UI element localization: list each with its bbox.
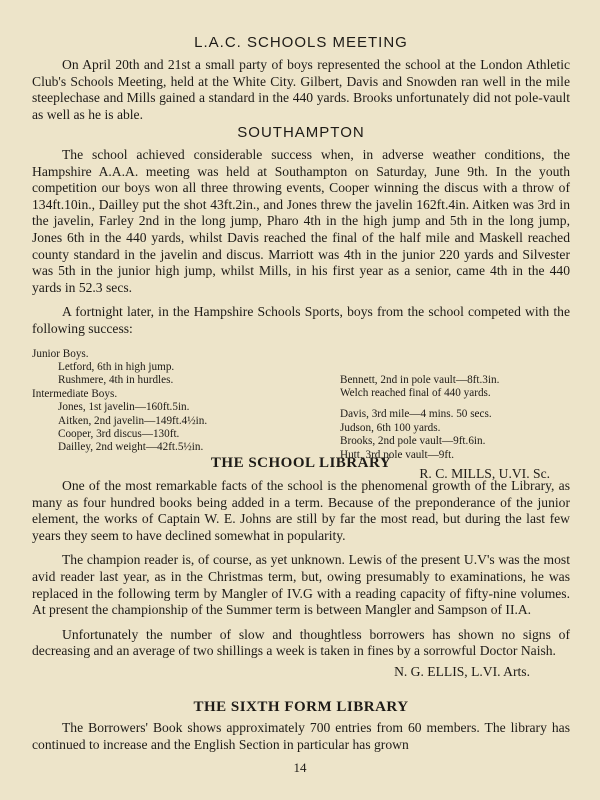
lac-section <box>32 34 570 123</box>
intermediate-label: Intermediate Boys. <box>32 387 118 400</box>
library-paragraph-3: Unfortunately the number of slow and thoughtless borrowers has shown no signs of decreasing and an average of two shillings a week is taken in fines by a sorrowful Doctor Naish. <box>32 626 570 659</box>
list-item: Bennett, 2nd in pole vault—8ft.3in. <box>340 373 500 386</box>
results-right-column <box>332 348 570 462</box>
list-item: Jones, 1st javelin—160ft.5in. <box>58 401 190 414</box>
southampton-section <box>32 124 570 482</box>
list-item: Aitken, 2nd javelin—149ft.4½in. <box>58 414 208 427</box>
page-number: 14 <box>293 760 307 775</box>
library-paragraph-2: The champion reader is, of course, as yet unknown. Lewis of the present U.V's was the most avid reader last year, as in the Christmas term, but, owing presumably to examinations, he was replaced in the following term by Mangler of IV.G with a reading capacity of fifty-nine volumes. At present the championship of the Summer term is between Mangler and Sampson of II.A. <box>32 552 570 618</box>
lac-paragraph: On April 20th and 21st a small party of boys represented the school at the London Athletic Club's Schools Meeting, held at the White City. Gilbert, Davis and Snowden ran well in the mile steeplechase and Mills gained a standard in the 440 yards. Brooks unfortunately did not pole-vault as well as he is able. <box>32 57 570 122</box>
library-signature: N. G. ELLIS, L.VI. Arts. <box>394 663 530 679</box>
sixth-form-section <box>32 699 570 753</box>
sixth-form-paragraph: The Borrowers' Book shows approximately 700 entries from 60 members. The library has continued to increase and the English Section in particular has grown <box>32 720 570 752</box>
southampton-title: SOUTHAMPTON <box>237 124 365 141</box>
list-item: Dailley, 2nd weight—42ft.5½in. <box>58 441 204 454</box>
southampton-signature: R. C. MILLS, U.VI. Sc. <box>419 465 550 481</box>
sixth-form-title: THE SIXTH FORM LIBRARY <box>193 699 409 715</box>
results-left-column <box>32 348 332 462</box>
list-item: Rushmere, 4th in hurdles. <box>58 374 174 387</box>
southampton-paragraph-2: A fortnight later, in the Hampshire Schools Sports, boys from the school competed with the following success: <box>32 304 570 336</box>
list-item: Cooper, 3rd discus—130ft. <box>58 427 180 440</box>
list-item: Welch reached final of 440 yards. <box>340 386 491 399</box>
lac-title: L.A.C. SCHOOLS MEETING <box>194 34 408 51</box>
list-item: Hutt, 3rd pole vault—9ft. <box>340 448 455 461</box>
results-list <box>32 348 570 462</box>
library-title: THE SCHOOL LIBRARY <box>210 455 392 471</box>
library-section <box>32 455 570 680</box>
list-item: Judson, 6th 100 yards. <box>340 421 441 434</box>
junior-label: Junior Boys. <box>32 347 89 360</box>
list-item: Davis, 3rd mile—4 mins. 50 secs. <box>340 408 492 421</box>
southampton-paragraph-1: The school achieved considerable success when, in adverse weather conditions, the Hampshire A.A.A. meeting was held at Southampton on Saturday, June 9th. In the youth competition our boys won all three throwing events, Cooper winning the discus with a throw of 134ft.10in., Dailley put the shot 43ft.2in., and Jones threw the javelin 162ft.4in. Aitken was 3rd in the javelin, Farley 2nd in the long jump, Pharo 4th in the high jump and 5th in the long jump, Jones 6th in the 440 yards, whilst Davis reached the final of the half mile and Maskell reached county standard in the javelin and discus. Marriott was 4th in the junior 220 yards and Silvester was 5th in the junior high jump, whilst Mills, in his first year as a senior, came 4th in the 440 yards in 52.3 secs. <box>32 147 570 295</box>
list-item: Brooks, 2nd pole vault—9ft.6in. <box>340 435 486 448</box>
list-item: Letford, 6th in high jump. <box>58 360 175 373</box>
library-paragraph-1: One of the most remarkable facts of the school is the phenomenal growth of the Library, as many as four hundred books being added in a term. Because of the preponderance of the junior element, the works of Captain W. E. Johns are still by far the most read, but during the last few years they seem to have declined somewhat in popularity. <box>32 478 570 543</box>
